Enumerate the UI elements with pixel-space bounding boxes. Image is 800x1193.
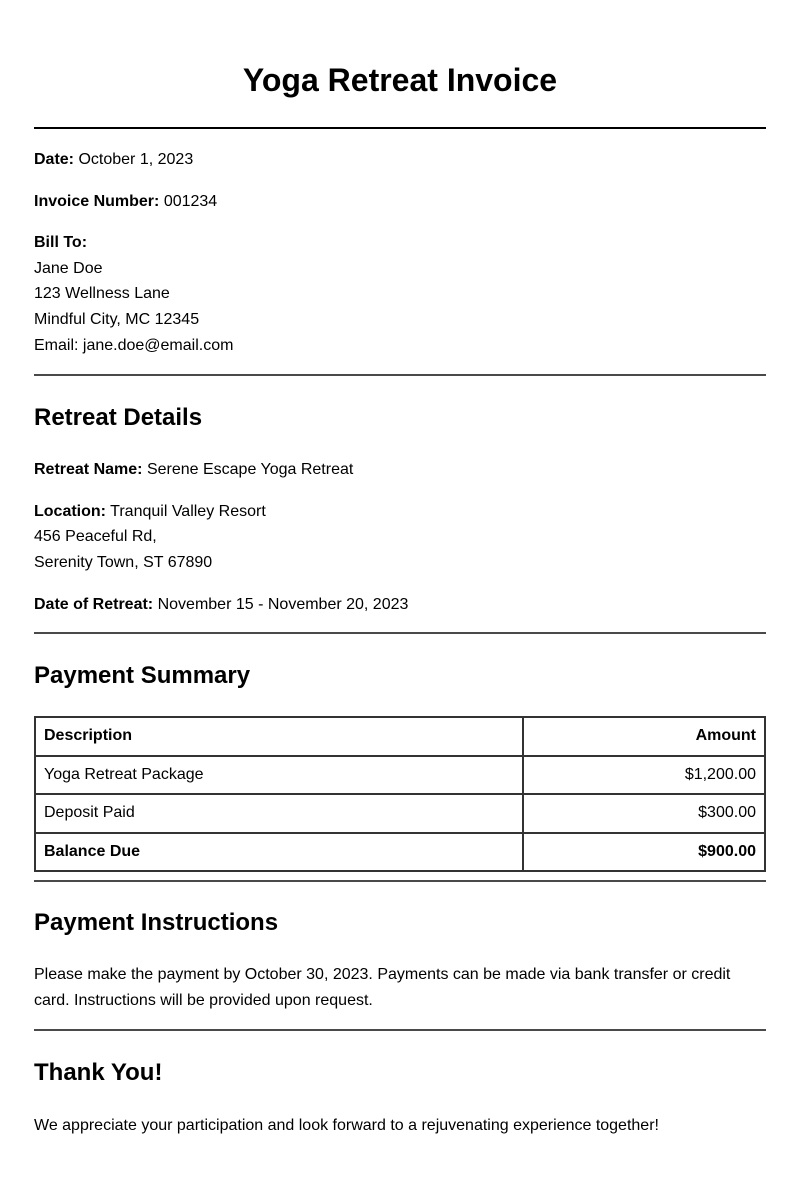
invoice-number-label: Invoice Number: bbox=[34, 192, 160, 210]
row-description: Deposit Paid bbox=[35, 794, 523, 833]
bill-to bbox=[34, 230, 766, 358]
page-title: Yoga Retreat Invoice bbox=[34, 0, 766, 129]
thank-you-heading: Thank You! bbox=[34, 1059, 163, 1087]
location-label: Location: bbox=[34, 502, 106, 520]
retreat-date bbox=[34, 592, 766, 618]
column-header-amount: Amount bbox=[523, 717, 765, 756]
table-row bbox=[35, 756, 765, 795]
balance-due-amount: $900.00 bbox=[523, 833, 765, 872]
bill-to-email: Email: jane.doe@email.com bbox=[34, 336, 234, 354]
row-amount: $1,200.00 bbox=[523, 756, 765, 795]
bill-to-city: Mindful City, MC 12345 bbox=[34, 310, 200, 328]
bill-to-name: Jane Doe bbox=[34, 259, 103, 277]
invoice-date-value: October 1, 2023 bbox=[78, 151, 194, 168]
row-description: Yoga Retreat Package bbox=[35, 756, 523, 795]
retreat-date-value: November 15 - November 20, 2023 bbox=[157, 595, 409, 613]
retreat-date-label: Date of Retreat: bbox=[34, 595, 154, 613]
payment-instructions-section bbox=[34, 882, 766, 1013]
invoice-number bbox=[34, 189, 766, 215]
invoice-date bbox=[34, 147, 766, 173]
invoice-date-label: Date: bbox=[34, 151, 75, 168]
table-header-row bbox=[35, 717, 765, 756]
bill-to-street: 123 Wellness Lane bbox=[34, 285, 170, 303]
retreat-name bbox=[34, 457, 766, 483]
invoice-number-value: 001234 bbox=[163, 192, 218, 210]
location-street: 456 Peaceful Rd, bbox=[34, 528, 157, 546]
payment-instructions-heading: Payment Instructions bbox=[34, 909, 279, 937]
column-header-description: Description bbox=[35, 717, 523, 756]
invoice-info-section bbox=[34, 129, 766, 358]
payment-summary-table bbox=[34, 716, 766, 872]
retreat-location bbox=[34, 499, 766, 576]
thank-you-text: We appreciate your participation and look forward to a rejuvenating experience together! bbox=[34, 1117, 659, 1135]
payment-summary-heading: Payment Summary bbox=[34, 662, 251, 690]
retreat-name-label: Retreat Name: bbox=[34, 461, 143, 479]
thank-you-section bbox=[34, 1031, 766, 1139]
bill-to-label: Bill To: bbox=[34, 234, 88, 252]
retreat-details-section bbox=[34, 376, 766, 617]
retreat-details-heading: Retreat Details bbox=[34, 404, 203, 432]
balance-due-row bbox=[35, 833, 765, 872]
balance-due-label: Balance Due bbox=[35, 833, 523, 872]
location-value: Tranquil Valley Resort bbox=[110, 502, 266, 520]
payment-instructions-text: Please make the payment by October 30, 2023. Payments can be made via bank transfer or credit card. Instructions will be provided upon request. bbox=[34, 966, 731, 1009]
location-city: Serenity Town, ST 67890 bbox=[34, 553, 213, 571]
row-amount: $300.00 bbox=[523, 794, 765, 833]
table-row bbox=[35, 794, 765, 833]
retreat-name-value: Serene Escape Yoga Retreat bbox=[146, 461, 354, 479]
invoice-page bbox=[34, 0, 766, 1139]
payment-summary-section bbox=[34, 634, 766, 872]
